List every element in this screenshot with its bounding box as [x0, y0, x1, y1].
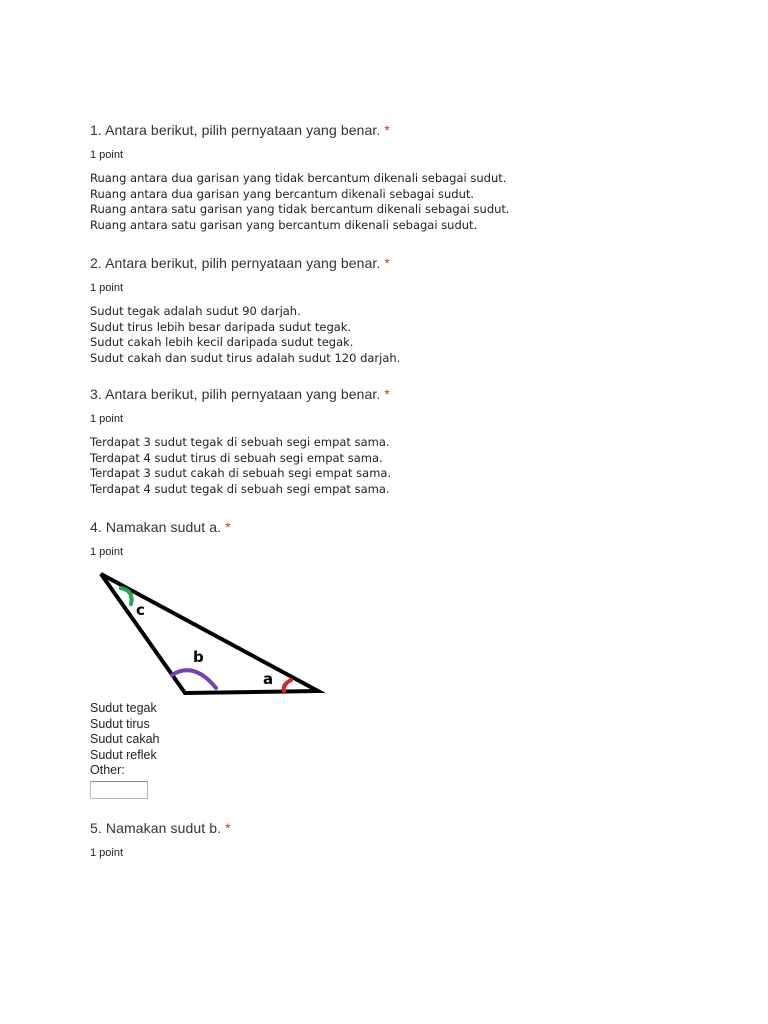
option-item[interactable]: Sudut tegak	[90, 701, 157, 715]
triangle-outline	[101, 574, 318, 693]
triangle-figure	[96, 567, 328, 697]
option-item[interactable]: Ruang antara dua garisan yang tidak bercantum dikenali sebagai sudut.	[90, 171, 507, 185]
question-points: 1 point	[90, 413, 124, 425]
option-item[interactable]: Sudut cakah lebih kecil daripada sudut tegak.	[90, 335, 354, 350]
required-marker: *	[225, 519, 231, 535]
question-title: 2. Antara berikut, pilih pernyataan yang benar. *	[90, 255, 390, 271]
required-marker: *	[225, 820, 231, 836]
option-list	[90, 171, 710, 233]
required-marker: *	[384, 386, 390, 402]
option-item[interactable]: Sudut tirus	[90, 716, 150, 731]
other-option-label[interactable]: Other:	[90, 763, 125, 778]
question-title: 4. Namakan sudut a. *	[90, 519, 231, 535]
question-5	[90, 819, 710, 860]
angle-c-label: c	[136, 601, 145, 619]
option-item[interactable]: Terdapat 3 sudut tegak di sebuah segi empat sama.	[90, 435, 390, 449]
option-item[interactable]: Ruang antara satu garisan yang tidak bercantum dikenali sebagai sudut.	[90, 202, 510, 217]
question-2	[90, 254, 710, 366]
question-title: 3. Antara berikut, pilih pernyataan yang benar. *	[90, 386, 390, 402]
question-title: 5. Namakan sudut b. *	[90, 820, 231, 836]
option-item[interactable]: Terdapat 3 sudut cakah di sebuah segi empat sama.	[90, 466, 392, 481]
question-points: 1 point	[90, 149, 124, 161]
question-points: 1 point	[90, 847, 124, 859]
question-title: 1. Antara berikut, pilih pernyataan yang benar. *	[90, 122, 390, 138]
option-item[interactable]: Ruang antara dua garisan yang bercantum dikenali sebagai sudut.	[90, 186, 475, 201]
option-item[interactable]: Terdapat 4 sudut tirus di sebuah segi empat sama.	[90, 450, 383, 465]
required-marker: *	[384, 255, 390, 271]
required-marker: *	[384, 122, 390, 138]
question-4	[90, 518, 710, 799]
option-item[interactable]: Ruang antara satu garisan yang bercantum dikenali sebagai sudut.	[90, 217, 478, 232]
option-item[interactable]: Sudut cakah	[90, 732, 160, 747]
question-points: 1 point	[90, 546, 124, 558]
option-list	[90, 304, 710, 366]
option-list	[90, 701, 710, 799]
option-item[interactable]: Terdapat 4 sudut tegak di sebuah segi empat sama.	[90, 481, 390, 496]
question-1	[90, 121, 710, 233]
option-item[interactable]: Sudut tirus lebih besar daripada sudut tegak.	[90, 319, 352, 334]
other-text-input[interactable]	[90, 781, 148, 799]
option-item[interactable]: Sudut cakah dan sudut tirus adalah sudut 120 darjah.	[90, 350, 401, 365]
question-3	[90, 385, 710, 497]
option-item[interactable]: Sudut tegak adalah sudut 90 darjah.	[90, 304, 301, 318]
angle-b-label: b	[193, 648, 204, 666]
question-points: 1 point	[90, 282, 124, 294]
angle-a-label: a	[263, 670, 274, 688]
option-list	[90, 435, 710, 497]
option-item[interactable]: Sudut reflek	[90, 747, 157, 762]
